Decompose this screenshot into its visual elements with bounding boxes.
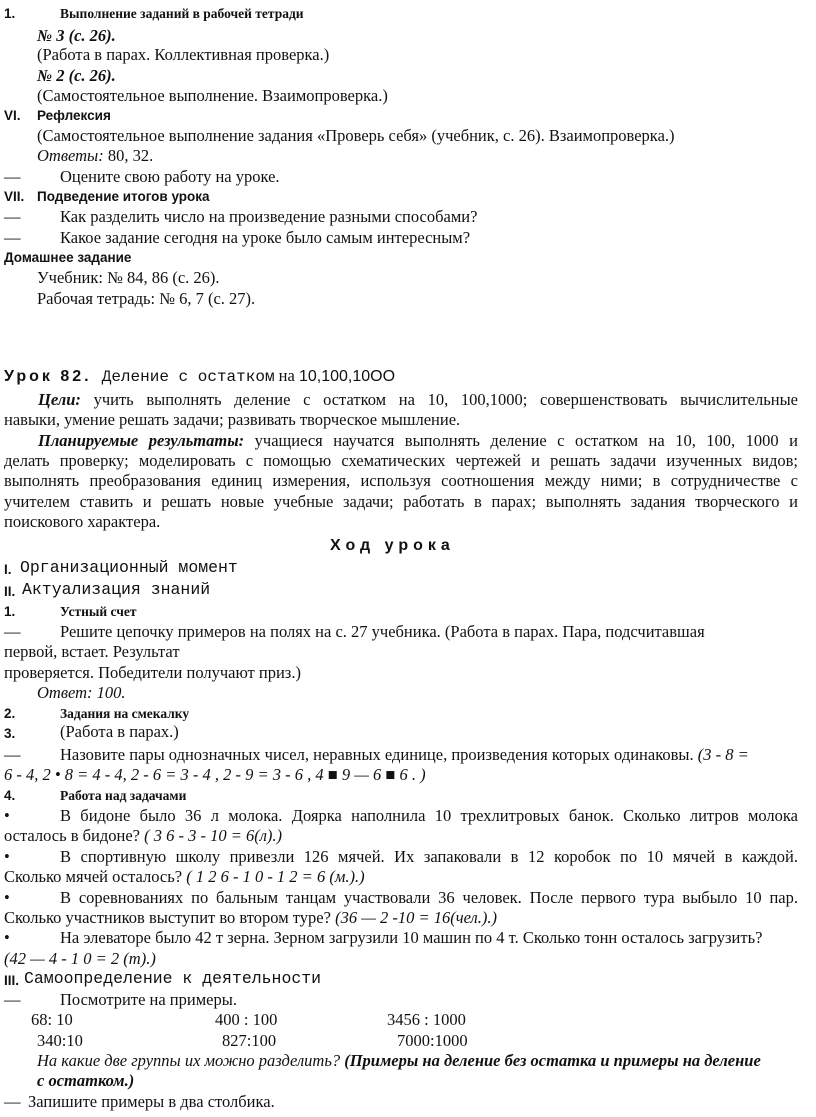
task-note: (Работа в парах.) xyxy=(60,722,179,741)
task-note: (Самостоятельное выполнение. Взаимопроверка.) xyxy=(37,86,388,105)
answer-text: 6 - 4, 2 • 8 = 4 - 4, 2 - 6 = 3 - 4 , 2 - 9 = 3 - 6 , 4 ■ 9 — 6 ■ 6 . ) xyxy=(4,765,426,784)
task-text: первой, встает. Результат xyxy=(4,642,180,661)
question-text: На какие две группы их можно разделить? xyxy=(37,1051,341,1070)
instruction-text: Запишите примеры в два столбика. xyxy=(28,1092,275,1111)
bullet-marker: • xyxy=(4,847,10,866)
dash-marker: — xyxy=(4,622,21,641)
bullet-marker: • xyxy=(4,888,10,907)
answer-text: (42 — 4 - 1 0 = 2 (т).) xyxy=(4,949,156,968)
problem-text: осталось в бидоне? xyxy=(4,826,140,845)
section-heading: Выполнение заданий в рабочей тетради xyxy=(60,6,304,21)
answer-text: (36 — 2 -10 = 16(чел.).) xyxy=(335,908,497,927)
answer-text: ( 1 2 6 - 1 0 - 1 2 = 6 (м.).) xyxy=(186,867,365,886)
problem-text: В соревнованиях по бальным танцам участвовали 36 человек. После первого тура выбыло 10 пар. xyxy=(60,888,798,907)
section-heading: Подведение итогов урока xyxy=(37,189,210,204)
problem-line xyxy=(4,908,497,928)
task-reference: № 2 (с. 26). xyxy=(37,66,116,85)
results-text: выполнять преобразования единиц измерения, используя соотношения между ними; в сотрудничестве с xyxy=(4,471,798,490)
goals-label: Цели: xyxy=(38,390,81,409)
section-heading: Рефлексия xyxy=(37,108,111,123)
problem-text: Сколько участников выступит во втором туре? xyxy=(4,908,331,927)
section-title: Организационный момент xyxy=(20,558,238,577)
dash-marker: — xyxy=(4,228,21,247)
answer-text: (Примеры на деление без остатка и примеры на деление xyxy=(340,1051,761,1070)
problem-line xyxy=(4,867,365,887)
homework-heading: Домашнее задание xyxy=(4,250,132,265)
answers-value: 80, 32. xyxy=(103,146,154,165)
results-text: учащиеся научатся выполнять деление с остатком на 10, 100, 1000 и xyxy=(254,431,799,450)
answers-label: Ответы: xyxy=(37,146,104,165)
task-text: Решите цепочку примеров на полях на с. 27 учебника. (Работа в парах. Пара, подсчитавшая xyxy=(60,622,705,641)
question-text: Какое задание сегодня на уроке было самым интересным? xyxy=(60,228,471,247)
course-heading: Ход урока xyxy=(330,537,455,554)
section-number: I. xyxy=(4,562,12,577)
task-text: проверяется. Победители получают приз.) xyxy=(4,663,301,682)
results-label: Планируемые результаты: xyxy=(38,431,245,450)
groups-question xyxy=(37,1051,761,1071)
task-reference: № 3 (с. 26). xyxy=(37,26,116,45)
example-cell: 68: 10 xyxy=(31,1010,73,1029)
example-cell: 827:100 xyxy=(222,1031,277,1050)
goals-text: навыки, умение решать задачи; развивать творческое мышление. xyxy=(4,410,461,429)
problem-text: На элеваторе было 42 т зерна. Зерном загрузили 10 машин по 4 т. Сколько тонн осталось загрузить? xyxy=(60,928,763,947)
example-cell: 400 : 100 xyxy=(215,1010,278,1029)
homework-item: Учебник: № 84, 86 (с. 26). xyxy=(37,268,220,287)
dash-marker: — xyxy=(4,207,21,226)
bullet-marker: • xyxy=(4,806,10,825)
section-number: VII. xyxy=(4,189,25,204)
lesson-label: Урок 82. xyxy=(4,368,92,385)
task-line xyxy=(60,745,749,765)
task-note: (Работа в парах. Коллективная проверка.) xyxy=(37,45,330,64)
answer-text: (3 - 8 = xyxy=(697,745,749,764)
item-number: 4. xyxy=(4,788,16,803)
lesson-topic: Деление с остатком xyxy=(101,368,275,386)
instruction-text: Посмотрите на примеры. xyxy=(60,990,237,1009)
answer-text: ( 3 6 - 3 - 10 = 6(л).) xyxy=(144,826,283,845)
section-number: II. xyxy=(4,584,16,599)
dash-marker: — xyxy=(4,167,21,186)
section-title: Самоопределение к деятельности xyxy=(24,969,322,988)
item-title: Работа над задачами xyxy=(60,788,187,803)
section-number: VI. xyxy=(4,108,21,123)
example-cell: 340:10 xyxy=(37,1031,83,1050)
item-number: 1. xyxy=(4,604,16,619)
results-text: учителем ставить и решать новые учебные задачи; работать в парах; выполнять задания творческого и xyxy=(4,492,798,511)
dash-marker: — xyxy=(4,990,21,1009)
item-number: 1. xyxy=(4,6,16,21)
example-cell: 3456 : 1000 xyxy=(387,1010,466,1029)
section-note: (Самостоятельное выполнение задания «Проверь себя» (учебник, с. 26). Взаимопроверка.) xyxy=(37,126,675,145)
dash-marker: — xyxy=(4,1092,21,1111)
question-text: Как разделить число на произведение разными способами? xyxy=(60,207,478,226)
problem-text: Сколько мячей осталось? xyxy=(4,867,183,886)
answer-text: с остатком.) xyxy=(37,1071,135,1090)
results-text: делать проверку; моделировать с помощью схематических чертежей и решать задачи изученных видов; xyxy=(4,451,798,470)
example-cell: 7000:1000 xyxy=(397,1031,468,1050)
section-number: III. xyxy=(4,973,20,988)
problem-line xyxy=(4,826,282,846)
homework-item: Рабочая тетрадь: № 6, 7 (с. 27). xyxy=(37,289,256,308)
answer-text: Ответ: 100. xyxy=(37,683,126,702)
problem-text: В спортивную школу привезли 126 мячей. Их запаковали в 12 коробок по 10 мячей в каждой. xyxy=(60,847,798,866)
results-text: поискового характера. xyxy=(4,512,161,531)
task-text: Назовите пары однозначных чисел, неравных единице, произведения которых одинаковы. xyxy=(60,745,694,764)
item-title: Задания на смекалку xyxy=(60,706,190,721)
lesson-title xyxy=(4,366,395,387)
problem-text: В бидоне было 36 л молока. Доярка наполнила 10 трехлитровых банок. Сколько литров молока xyxy=(60,806,798,825)
item-number: 3. xyxy=(4,726,16,741)
lesson-topic-preposition: на xyxy=(278,366,295,385)
section-title: Актуализация знаний xyxy=(22,580,211,599)
item-title: Устный счет xyxy=(60,604,137,619)
item-number: 2. xyxy=(4,706,16,721)
goals-text: учить выполнять деление с остатком на 10, 100,1000; совершенствовать вычислительные xyxy=(93,390,798,409)
lesson-goals xyxy=(4,390,798,410)
dash-marker: — xyxy=(4,745,21,764)
planned-results xyxy=(4,431,798,451)
lesson-topic-numbers: 10,100,10ОО xyxy=(298,368,396,385)
bullet-marker: • xyxy=(4,928,10,947)
answers-line xyxy=(37,146,153,166)
instruction-text: Оцените свою работу на уроке. xyxy=(60,167,280,186)
